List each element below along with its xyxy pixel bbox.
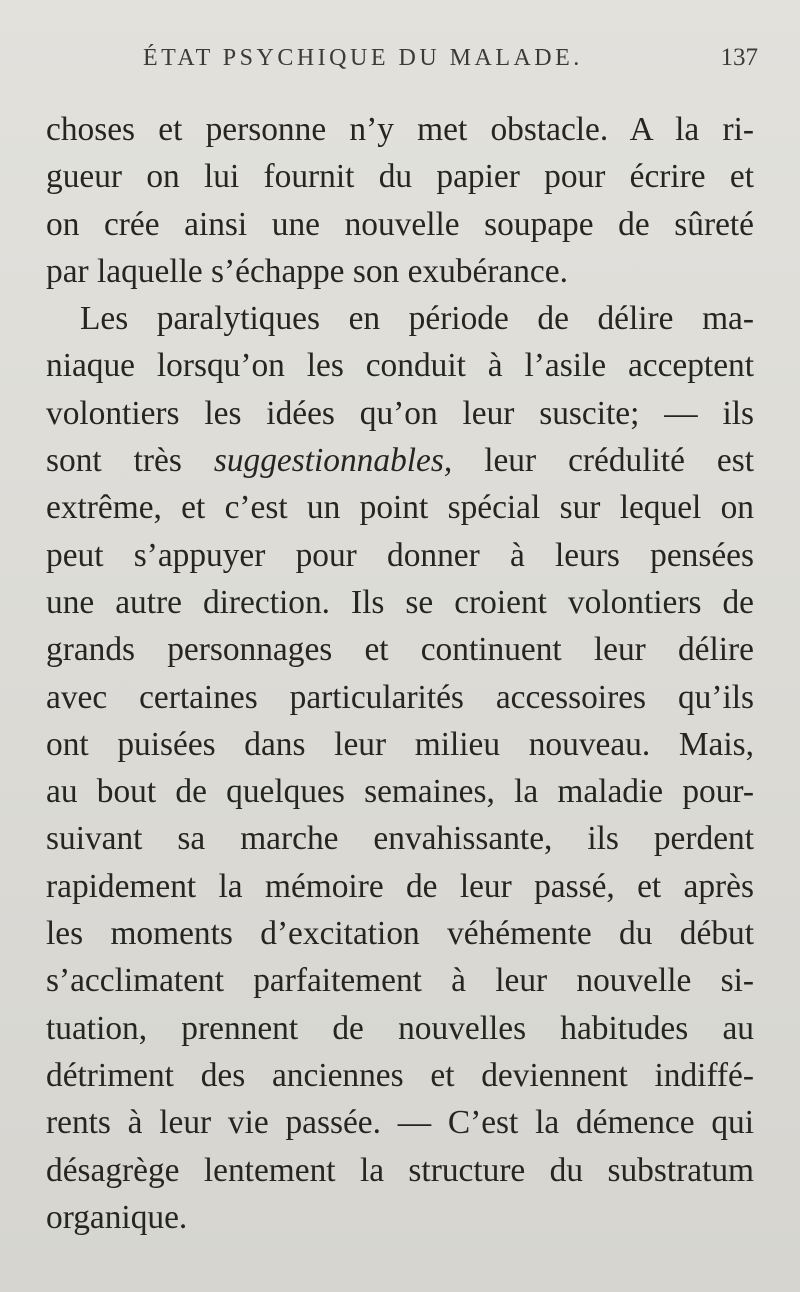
text-line: organique.	[46, 1198, 188, 1236]
text-line: une autre direction. Ils se croient volontiers de	[46, 583, 754, 621]
emphasized-word: suggestionnables,	[213, 442, 453, 480]
text-fragment: sont très	[46, 442, 182, 480]
text-line: désagrège lentement la structure du substratum	[46, 1151, 754, 1189]
text-line: s’acclimatent parfaitement à leur nouvelle si-	[46, 962, 754, 1000]
text-line: les moments d’excitation véhémente du début	[46, 915, 754, 953]
text-fragment: leur crédulité est	[484, 442, 754, 480]
text-line: choses et personne n’y met obstacle. A la ri-	[46, 111, 754, 148]
text-line: avec certaines particularités accessoires qu’ils	[46, 678, 754, 716]
text-line: rapidement la mémoire de leur passé, et après	[46, 867, 754, 905]
text-line: détriment des anciennes et deviennent indiffé-	[46, 1056, 754, 1094]
paragraph-start-line: Les paralytiques en période de délire ma-	[80, 300, 754, 338]
text-line: extrême, et c’est un point spécial sur lequel on	[46, 489, 754, 527]
text-line: volontiers les idées qu’on leur suscite; — ils	[46, 394, 754, 432]
text-line-with-emphasis	[46, 437, 754, 484]
text-line: peut s’appuyer pour donner à leurs pensées	[46, 536, 754, 574]
text-line: niaque lorsqu’on les conduit à l’asile acceptent	[46, 347, 754, 385]
body-text	[46, 106, 754, 1241]
text-line: par laquelle s’échappe son exubérance.	[46, 252, 568, 290]
text-line: au bout de quelques semaines, la maladie pour-	[46, 773, 754, 811]
text-line: tuation, prennent de nouvelles habitudes au	[46, 1009, 754, 1047]
running-head	[48, 38, 758, 78]
text-line: suivant sa marche envahissante, ils perdent	[46, 820, 754, 858]
text-line: grands personnages et continuent leur délire	[46, 631, 754, 669]
running-title: ÉTAT PSYCHIQUE DU MALADE.	[143, 45, 583, 71]
text-line: ont puisées dans leur milieu nouveau. Mais,	[46, 725, 754, 763]
page-number: 137	[720, 44, 758, 71]
text-line: on crée ainsi une nouvelle soupape de sûreté	[46, 205, 754, 243]
text-line: gueur on lui fournit du papier pour écrire et	[46, 158, 754, 196]
text-line: rents à leur vie passée. — C’est la démence qui	[46, 1104, 754, 1142]
